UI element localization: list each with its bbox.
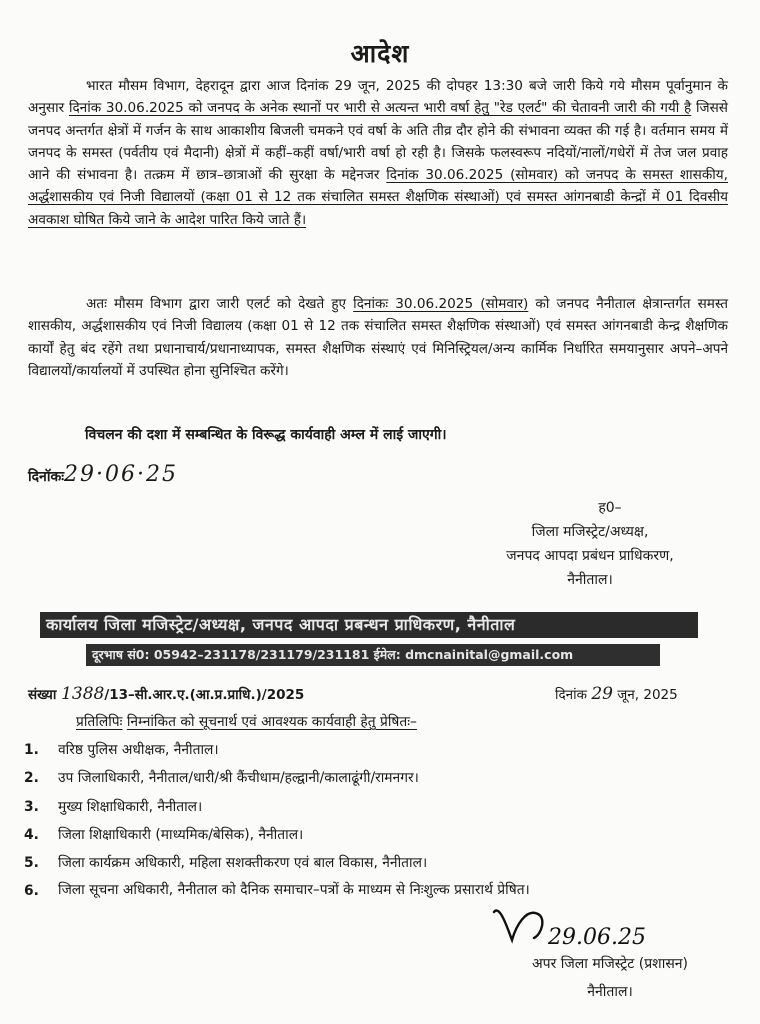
handwritten-signature: [486, 900, 676, 956]
contact-banner: दूरभाष सं0: 05942–231178/231179/231181 ईमेल: dmcnainital@gmail.com: [86, 644, 660, 666]
reference-label: संख्या: [28, 687, 57, 703]
signatory-block-1: [460, 496, 720, 592]
recipient-list: [24, 736, 724, 906]
order-paragraph-1: [28, 75, 728, 231]
order-paragraph-3: विचलन की दशा में सम्बन्धित के विरूद्ध कार्यवाही अम्ल में लाई जाएगी।: [85, 427, 447, 443]
handwritten-date: 29·06·25: [64, 462, 179, 487]
date-label: दिनॉकः: [28, 469, 65, 485]
reference-number: [28, 684, 304, 704]
signatory-block-2: [490, 950, 730, 1006]
document-title: आदेश: [350, 39, 410, 68]
ref-date-rest: जून, 2025: [617, 687, 678, 703]
signatory-place: नैनीताल।: [567, 572, 613, 588]
para2-text-a: अतः मौसम विभाग द्वारा जारी एलर्ट को देखते हुए: [86, 296, 354, 312]
copy-to-text: निम्नांकित को सूचनार्थ एवं आवश्यक कार्यवाही हेतु प्रेषितः–: [126, 714, 417, 730]
list-item: 3. मुख्य शिक्षाधिकारी, नैनीताल।: [24, 798, 203, 815]
para1-text-a: भारत मौसम विभाग, देहरादून द्वारा आज दिनांक 29 जून, 2025 की दोपहर 13:30 बजे जारी किये गये मौसम पूर्वानुमान के अनुसार: [28, 78, 728, 117]
copy-to-line: [76, 712, 417, 731]
copy-to-label: प्रतिलिपिः: [76, 714, 123, 730]
list-item: 5. जिला कार्यक्रम अधिकारी, महिला सशक्तीकरण एवं बाल विकास, नैनीताल।: [24, 855, 428, 872]
list-item: 2. उप जिलाधिकारी, नैनीताल/धारी/श्री कैंचीधाम/हल्द्वानी/कालाढूंगी/रामनगर।: [24, 770, 419, 787]
order-date: [28, 462, 178, 487]
order-paragraph-2: [28, 293, 728, 382]
signature-date: 29.06.25: [548, 925, 646, 950]
para2-underlined-date: दिनांकः 30.06.2025 (सोमवार): [353, 296, 529, 312]
reference-date: [555, 684, 678, 704]
signatory-designation: जिला मजिस्ट्रेट/अध्यक्ष,: [531, 524, 649, 540]
list-item: 4. जिला शिक्षाधिकारी (माध्यमिक/बेसिक), नैनीताल।: [24, 826, 304, 843]
signatory-2-designation: अपर जिला मजिस्ट्रेट (प्रशासन): [531, 956, 689, 972]
para1-text-c: जिससे जनपद अन्तर्गत क्षेत्रों में गर्जन के साथ आकाशीय बिजली चमकने एवं वर्षा के अति तीव्र दौर होने की संभावना व्यक्त की गई है। वर्तमान समय में जनपद के समस्त (पर्वतीय एवं मैदानी) क्षेत्रों में कहीं–कहीं वर्षा/भारी वर्षा हो रही है। जिसके फलस्वरूप नदियों/नालों/गधेरों में तेज जल प्रवाह आने की संभावना है। तत्क्रम में छात्र–छात्राओं की सुरक्षा के मद्देनजर: [28, 100, 728, 184]
para1-underlined-alert: दिनांक 30.06.2025 को जनपद के अनेक स्थानों पर भारी से अत्यन्त भारी वर्षा हेतु "रेड एलर्ट" की चेतावनी जारी की गयी है: [68, 100, 692, 117]
ref-date-label: दिनांक: [555, 687, 588, 703]
para1-underlined-holiday: दिनांक 30.06.2025 (सोमवार) को जनपद के समस्त शासकीय, अर्द्धशासकीय एवं निजी विद्यालयों (कक्षा 01 से 12 तक संचालित समस्त शैक्षणिक संस्थाओं) एवं समस्त आंगनबाडी केन्द्रों में 01 दिवसीय अवकाश घोषित किये जाने के आदेश पारित किये जाते हैं।: [28, 167, 728, 228]
office-banner: कार्यालय जिला मजिस्ट्रेट/अध्यक्ष, जनपद आपदा प्रबन्धन प्राधिकरण, नैनीताल: [40, 612, 698, 638]
signatory-2-place: नैनीताल।: [587, 984, 633, 1000]
reference-code: /13–सी.आर.ए.(आ.प्र.प्राधि.)/2025: [104, 687, 305, 703]
list-item: 6. जिला सूचना अधिकारी, नैनीताल को दैनिक समाचार–पत्रों के माध्यम से निःशुल्क प्रसारार्थ प्रेषित।: [24, 882, 530, 900]
signatory-authority: जनपद आपदा प्रबंधन प्राधिकरण,: [506, 548, 674, 564]
list-item: 1. वरिष्ठ पुलिस अधीक्षक, नैनीताल।: [24, 742, 219, 758]
reference-handwritten-number: 1388: [61, 684, 105, 704]
signature-mark: ह0–: [598, 500, 622, 516]
para2-text-c: को जनपद नैनीताल क्षेत्रान्तर्गत समस्त शासकीय, अर्द्धशासकीय एवं निजी विद्यालय (कक्षा 01 से 12 तक संचालित समस्त शैक्षणिक संस्थाओं) एवं समस्त आंगनबाडी केन्द्र शैक्षणिक कार्यों हेतु बंद रहेंगे तथा प्रधानाचार्य/प्रधानाध्यापक, समस्त शैक्षणिक संस्थाएं एवं मिनिस्ट्रियल/अन्य कार्मिक निर्धारित समयानुसार अपने–अपने विद्यालयों/कार्यालयों में उपस्थित होना सुनिश्चित करेंगे।: [28, 296, 728, 379]
ref-date-day: 29: [591, 684, 613, 704]
